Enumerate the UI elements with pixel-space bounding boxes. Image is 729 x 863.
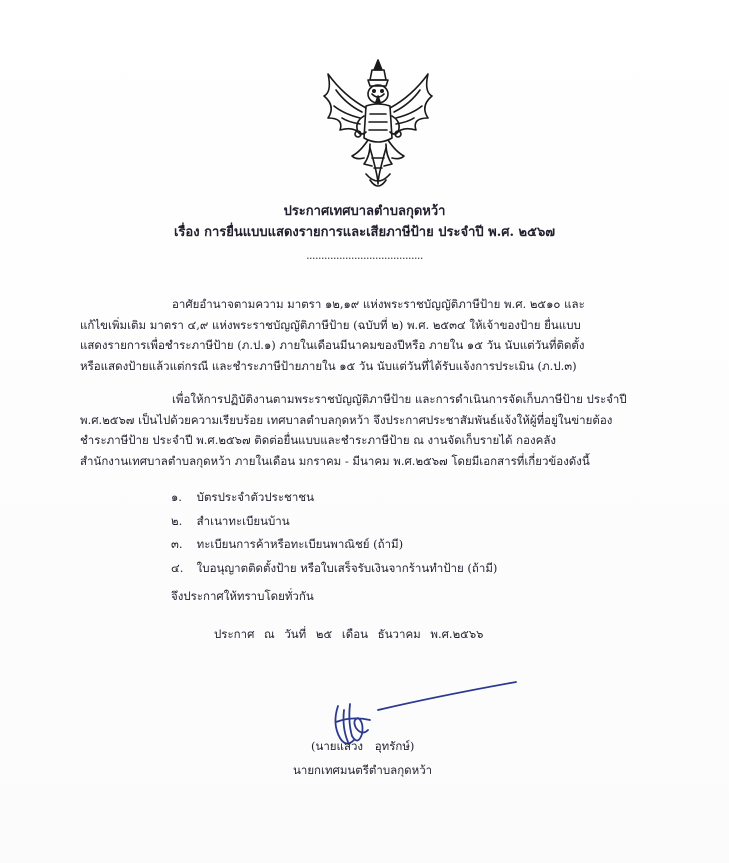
list-item <box>171 510 497 534</box>
signer-name: (นายแสวง อุทรักษ์) <box>311 739 415 753</box>
garuda-emblem-icon <box>314 56 442 196</box>
paragraph-line: แสดงรายการเพื่อชำระภาษีป้าย (ภ.ป.๑) ภายในเดือนมีนาคมของปีหรือ ภายใน ๑๕ วัน นับแต่วันที่ติดตั้ง <box>80 338 585 352</box>
paragraph-line: ชำระภาษีป้าย ประจำปี พ.ศ.๒๕๖๗ ติดต่อยื่นแบบและชำระภาษีป้าย ณ งานจัดเก็บรายได้ กองคลัง <box>80 433 556 447</box>
paragraph-line: หรือแสดงป้ายแล้วแต่กรณี และชำระภาษีป้ายภายใน ๑๕ วัน นับแต่วันที่ได้รับแจ้งการประเมิน (ภ.ป.๓) <box>80 358 577 373</box>
list-item <box>171 533 497 557</box>
announced-date: ประกาศ ณ วันที่ ๒๕ เดือน ธันวาคม พ.ศ.๒๕๖๖ <box>214 627 484 641</box>
list-item-number: ๒. <box>171 513 183 528</box>
list-item-text: ทะเบียนการค้าหรือทะเบียนพาณิชย์ (ถ้ามี) <box>196 537 404 551</box>
list-item-number: ๔. <box>171 560 184 575</box>
list-item <box>171 557 497 581</box>
paragraph-line: พ.ศ.๒๕๖๗ เป็นไปด้วยความเรียบร้อย เทศบาลตำบลกุดหว้า จึงประกาศประชาสัมพันธ์แจ้งให้ผู้ที่อยู่ในข่ายต้อง <box>80 412 613 427</box>
paragraph-collection-notice <box>80 389 652 471</box>
list-item-number: ๓. <box>171 537 183 551</box>
paragraph-line: สำนักงานเทศบาลตำบลกุดหว้า ภายในเดือน มกราคม - มีนาคม พ.ศ.๒๕๖๗ โดยมีเอกสารที่เกี่ยวข้องดังนี้ <box>80 453 590 468</box>
closing-statement: จึงประกาศให้ทราบโดยทั่วกัน <box>171 589 314 603</box>
paragraph-tax-authority <box>80 294 652 376</box>
list-item-text: บัตรประจำตัวประชาชน <box>196 490 314 504</box>
paragraph-line: แก้ไขเพิ่มเติม มาตรา ๔,๙ แห่งพระราชบัญญัติภาษีป้าย (ฉบับที่ ๒) พ.ศ. ๒๕๓๔ ให้เจ้าของป้าย ยื่นแบบ <box>80 317 581 332</box>
list-item-number: ๑. <box>171 490 182 504</box>
signer-position: นายกเทศมนตรีตำบลกุดหว้า <box>293 763 433 777</box>
list-item-text: ใบอนุญาตติดตั้งป้าย หรือใบเสร็จรับเงินจากร้านทำป้าย (ถ้ามี) <box>196 560 498 575</box>
required-documents-list <box>171 486 497 580</box>
title-separator: ....................................... <box>306 249 423 262</box>
list-item-text: สำเนาทะเบียนบ้าน <box>196 513 290 528</box>
paragraph-line: เพื่อให้การปฏิบัติงานตามพระราชบัญญัติภาษีป้าย และการดำเนินการจัดเก็บภาษีป้าย ประจำปี <box>172 392 627 406</box>
list-item <box>171 486 497 510</box>
paragraph-line: อาศัยอำนาจตามความ มาตรา ๑๒,๑๙ แห่งพระราชบัญญัติภาษีป้าย พ.ศ. ๒๕๑๐ และ <box>172 297 585 311</box>
announcement-subject: เรื่อง การยื่นแบบแสดงรายการและเสียภาษีป้าย ประจำปี พ.ศ. ๒๕๖๗ <box>173 225 555 240</box>
announcement-title: ประกาศเทศบาลตำบลกุดหว้า <box>283 204 446 219</box>
